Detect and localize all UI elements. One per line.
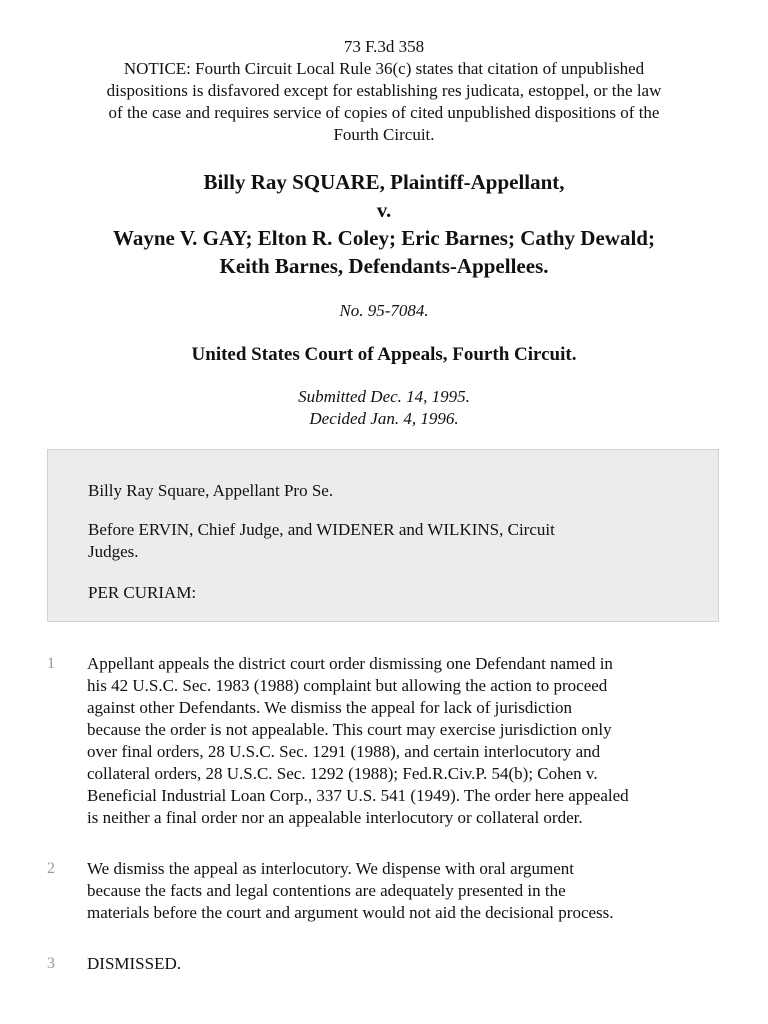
counsel-line: Billy Ray Square, Appellant Pro Se. bbox=[88, 481, 334, 500]
paragraph-number: 1 bbox=[47, 655, 55, 672]
case-dates bbox=[0, 386, 768, 430]
paragraph-text bbox=[87, 858, 727, 924]
caption-line: v. bbox=[376, 198, 392, 222]
docket-number: No. 95-7084. bbox=[339, 301, 429, 320]
citation: 73 F.3d 358 bbox=[343, 37, 425, 56]
paragraph-line: materials before the court and argument would not aid the decisional process. bbox=[87, 903, 614, 922]
document-header bbox=[40, 36, 728, 146]
caption-line: Billy Ray SQUARE, Plaintiff-Appellant, bbox=[203, 170, 565, 194]
per-curiam-label: PER CURIAM: bbox=[88, 583, 197, 602]
paragraph-line: over final orders, 28 U.S.C. Sec. 1291 (1988), and certain interlocutory and bbox=[87, 742, 601, 761]
notice-line: of the case and requires service of copies of cited unpublished dispositions of the bbox=[108, 103, 660, 122]
paragraph-line: Appellant appeals the district court order dismissing one Defendant named in bbox=[87, 654, 613, 673]
paragraph-line: We dismiss the appeal as interlocutory. We dispense with oral argument bbox=[87, 859, 574, 878]
paragraph-line: collateral orders, 28 U.S.C. Sec. 1292 (1988); Fed.R.Civ.P. 54(b); Cohen v. bbox=[87, 764, 598, 783]
paragraph-number: 2 bbox=[47, 860, 55, 877]
court-name: United States Court of Appeals, Fourth Circuit. bbox=[191, 344, 577, 365]
submitted-date: Submitted Dec. 14, 1995. bbox=[298, 387, 470, 406]
decided-date: Decided Jan. 4, 1996. bbox=[309, 409, 459, 428]
case-caption bbox=[30, 168, 738, 280]
paragraph-line: Beneficial Industrial Loan Corp., 337 U.S. 541 (1949). The order here appealed bbox=[87, 786, 629, 805]
panel-line: Judges. bbox=[88, 542, 139, 561]
panel-statement bbox=[88, 519, 688, 563]
caption-line: Keith Barnes, Defendants-Appellees. bbox=[219, 254, 549, 278]
panel-line: Before ERVIN, Chief Judge, and WIDENER and WILKINS, Circuit bbox=[88, 520, 555, 539]
paragraph-line: because the order is not appealable. This court may exercise jurisdiction only bbox=[87, 720, 612, 739]
paragraph-line: is neither a final order nor an appealable interlocutory or collateral order. bbox=[87, 808, 583, 827]
paragraph-number: 3 bbox=[47, 955, 55, 972]
notice-line: Fourth Circuit. bbox=[333, 125, 435, 144]
paragraph-text bbox=[87, 953, 727, 975]
paragraph-text bbox=[87, 653, 727, 829]
paragraph-line: DISMISSED. bbox=[87, 954, 181, 973]
notice-line: dispositions is disfavored except for establishing res judicata, estoppel, or the law bbox=[106, 81, 662, 100]
paragraph-line: against other Defendants. We dismiss the appeal for lack of jurisdiction bbox=[87, 698, 573, 717]
paragraph-line: his 42 U.S.C. Sec. 1983 (1988) complaint but allowing the action to proceed bbox=[87, 676, 608, 695]
paragraph-line: because the facts and legal contentions are adequately presented in the bbox=[87, 881, 566, 900]
preliminary-section bbox=[47, 449, 719, 622]
notice-line: NOTICE: Fourth Circuit Local Rule 36(c) states that citation of unpublished bbox=[123, 59, 645, 78]
caption-line: Wayne V. GAY; Elton R. Coley; Eric Barnes; Cathy Dewald; bbox=[113, 226, 655, 250]
